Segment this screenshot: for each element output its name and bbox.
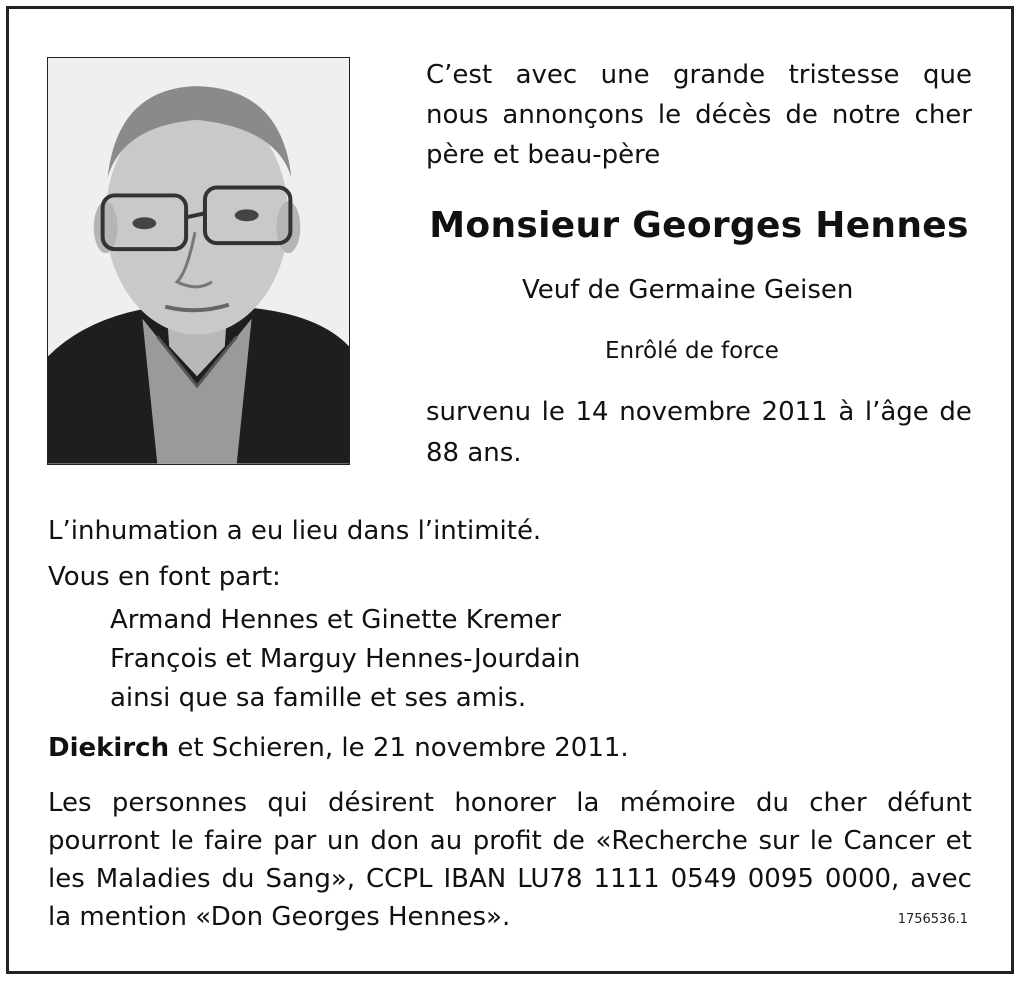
word: le xyxy=(657,100,682,130)
word: avec xyxy=(910,864,972,894)
word: Sang», xyxy=(265,864,356,894)
word: une xyxy=(600,60,650,90)
word: et xyxy=(945,826,972,856)
word: Cancer xyxy=(843,826,936,856)
word: novembre xyxy=(619,397,751,427)
word: nous xyxy=(426,100,489,130)
word: personnes xyxy=(111,788,248,818)
word: par xyxy=(273,826,317,856)
word: «Recherche xyxy=(595,826,748,856)
word: grande xyxy=(673,60,766,90)
word: mémoire xyxy=(619,788,736,818)
word: cher xyxy=(914,100,972,130)
status-line: Enrôlé de force xyxy=(605,338,779,364)
portrait-icon xyxy=(48,58,349,464)
word: le xyxy=(809,826,833,856)
word: 0000, xyxy=(824,864,900,894)
word: du xyxy=(755,788,789,818)
notice-intro: Vous en font part: xyxy=(48,562,281,592)
word: qui xyxy=(267,788,308,818)
word: l’âge xyxy=(864,397,929,427)
word: que xyxy=(922,60,972,90)
portrait-photo xyxy=(47,57,350,465)
word: survenu xyxy=(426,397,532,427)
donation-line-3 xyxy=(48,864,972,894)
place-date-line xyxy=(48,733,629,763)
donation-line-4: la mention «Don Georges Hennes». xyxy=(48,902,511,932)
word: notre xyxy=(831,100,901,130)
word: avec xyxy=(515,60,578,90)
word: 0095 xyxy=(747,864,814,894)
word: de xyxy=(552,826,585,856)
word: au xyxy=(429,826,463,856)
word: pourront xyxy=(48,826,160,856)
word: le xyxy=(170,826,194,856)
intro-line-1 xyxy=(426,60,972,90)
word: IBAN xyxy=(443,864,507,894)
intro-line-3: père et beau-père xyxy=(426,140,661,170)
word: décès xyxy=(695,100,772,130)
word: du xyxy=(221,864,255,894)
death-line-2: 88 ans. xyxy=(426,438,522,468)
word: la xyxy=(576,788,600,818)
donation-line-2 xyxy=(48,826,972,856)
family-line-3: ainsi que sa famille et ses amis. xyxy=(110,683,527,713)
word: Les xyxy=(48,788,92,818)
widower-line: Veuf de Germaine Geisen xyxy=(522,275,854,305)
word: désirent xyxy=(327,788,434,818)
word: CCPL xyxy=(366,864,433,894)
word: profit xyxy=(472,826,542,856)
donation-line-1 xyxy=(48,788,972,818)
deceased-name: Monsieur Georges Hennes xyxy=(429,205,969,246)
word: à xyxy=(838,397,855,427)
word: les xyxy=(48,864,85,894)
word: sur xyxy=(758,826,800,856)
word: défunt xyxy=(887,788,972,818)
word: 0549 xyxy=(670,864,737,894)
death-line-1 xyxy=(426,397,972,427)
intro-line-2 xyxy=(426,100,972,130)
family-line-2: François et Marguy Hennes-Jourdain xyxy=(110,644,581,674)
burial-line: L’inhumation a eu lieu dans l’intimité. xyxy=(48,516,542,546)
word: Maladies xyxy=(95,864,211,894)
place-rest: et Schieren, le 21 novembre 2011. xyxy=(169,733,629,763)
family-line-1: Armand Hennes et Ginette Kremer xyxy=(110,605,561,635)
word: tristesse xyxy=(788,60,900,90)
word: 1111 xyxy=(593,864,660,894)
reference-number: 1756536.1 xyxy=(897,912,968,927)
word: C’est xyxy=(426,60,493,90)
word: de xyxy=(785,100,818,130)
word: de xyxy=(939,397,972,427)
word: le xyxy=(541,397,565,427)
word: 14 xyxy=(575,397,609,427)
word: cher xyxy=(809,788,867,818)
place-bold: Diekirch xyxy=(48,733,170,763)
word: 2011 xyxy=(761,397,828,427)
word: don xyxy=(370,826,420,856)
word: honorer xyxy=(454,788,556,818)
word: faire xyxy=(204,826,263,856)
word: LU78 xyxy=(517,864,583,894)
word: annonçons xyxy=(502,100,644,130)
word: un xyxy=(326,826,360,856)
